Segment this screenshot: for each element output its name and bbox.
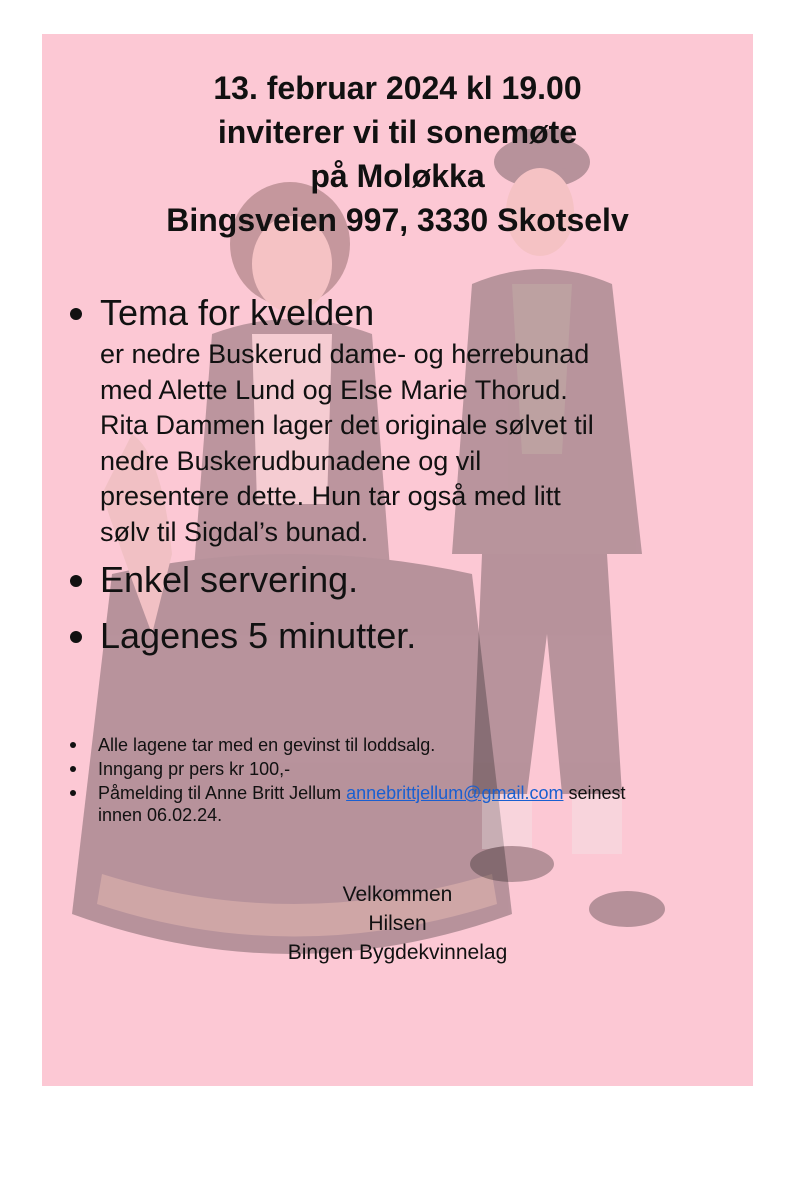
list-item-prize — [70, 734, 750, 756]
minutes-text: Lagenes 5 minutter. — [100, 615, 417, 656]
event-date-time: 13. februar 2024 kl 19.00 — [213, 70, 582, 106]
info-list — [70, 734, 750, 828]
bullet-icon — [70, 575, 82, 587]
list-item-entry — [70, 758, 750, 780]
flyer-page — [42, 34, 753, 1086]
event-venue: på Moløkka — [310, 158, 485, 194]
event-address: Bingsveien 997, 3330 Skotselv — [166, 202, 629, 238]
bullet-icon — [70, 308, 82, 320]
list-item-minutes — [70, 610, 740, 662]
bullet-icon — [70, 766, 76, 772]
serving-text: Enkel servering. — [100, 559, 359, 600]
bullet-icon — [70, 790, 76, 796]
greeting-text: Hilsen — [368, 912, 427, 935]
signoff — [42, 880, 753, 967]
theme-line: sølv til Sigdal’s bunad. — [100, 516, 369, 547]
theme-line: nedre Buskerudbunadene og vil — [100, 445, 482, 476]
theme-line: med Alette Lund og Else Marie Thorud. — [100, 374, 568, 405]
list-item-signup — [70, 782, 750, 826]
list-item-theme — [70, 291, 740, 550]
signup-prefix: Påmelding til Anne Britt Jellum — [98, 783, 347, 803]
event-invitation: inviterer vi til sonemøte — [217, 114, 578, 150]
welcome-text: Velkommen — [342, 883, 453, 906]
program-list — [70, 291, 740, 662]
signup-deadline: innen 06.02.24. — [98, 805, 223, 825]
prize-text: Alle lagene tar med en gevinst til loddsalg. — [98, 735, 436, 755]
entry-text: Inngang pr pers kr 100,- — [98, 759, 291, 779]
bullet-icon — [70, 742, 76, 748]
theme-description — [100, 337, 740, 550]
theme-line: presentere dette. Hun tar også med litt — [100, 481, 561, 511]
theme-title: Tema for kvelden — [100, 292, 375, 333]
theme-line: Rita Dammen lager det originale sølvet til — [100, 410, 594, 440]
signup-suffix: seinest — [563, 783, 626, 803]
signup-email-link[interactable]: annebrittjellum@gmail.com — [346, 783, 564, 803]
list-item-serving — [70, 554, 740, 606]
organization-name: Bingen Bygdekvinnelag — [287, 941, 508, 964]
theme-line: er nedre Buskerud dame- og herrebunad — [100, 339, 590, 369]
bullet-icon — [70, 631, 82, 643]
event-header — [42, 66, 753, 242]
